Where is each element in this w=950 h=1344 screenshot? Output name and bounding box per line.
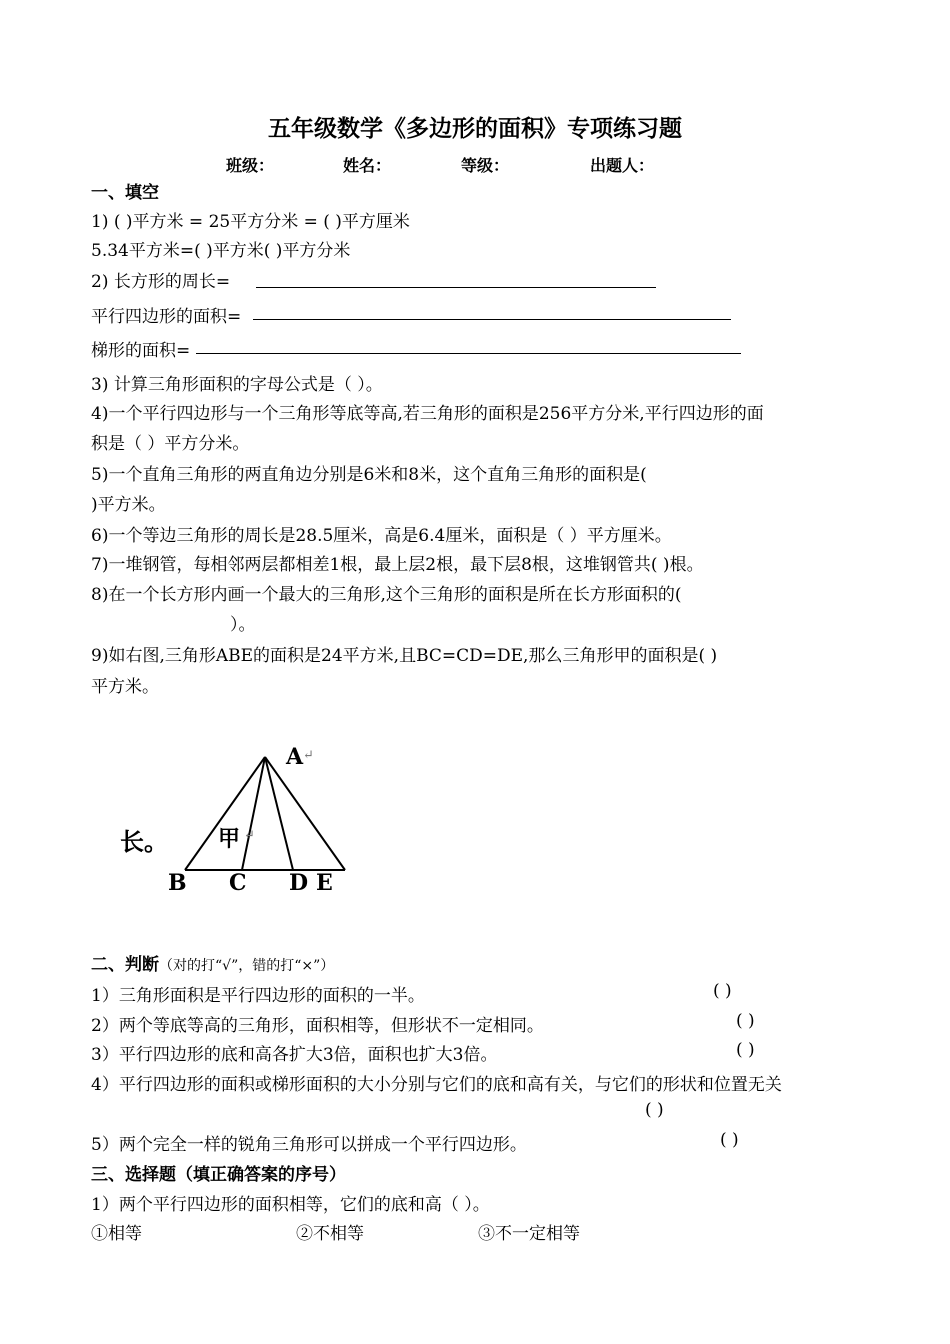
q9-line2: 平方米。 xyxy=(91,677,159,697)
q8-line2: ）。 xyxy=(230,615,256,635)
edge-ae xyxy=(265,757,345,870)
edge-ad xyxy=(265,757,293,870)
judge-q4: 4）平行四边形的面积或梯形面积的大小分别与它们的底和高有关，与它们的形状和位置无关 xyxy=(91,1075,782,1095)
q4-line2: 积是（ ）平方分米。 xyxy=(91,434,250,454)
judge-q5: 5）两个完全一样的锐角三角形可以拼成一个平行四边形。 xyxy=(91,1135,527,1155)
choice-opt3: ③不一定相等 xyxy=(478,1224,580,1244)
choice-q1: 1）两个平行四边形的面积相等，它们的底和高（ ）。 xyxy=(91,1195,490,1215)
q2-trap-label: 梯形的面积= xyxy=(91,341,191,361)
answer-line xyxy=(256,287,656,288)
name-label: 姓名： xyxy=(343,156,392,175)
judge-q5-paren: ( ) xyxy=(720,1130,739,1150)
choice-opt1: ①相等 xyxy=(91,1224,142,1244)
section3-heading: 三、选择题（填正确答案的序号） xyxy=(91,1165,346,1185)
vertex-label-d: D xyxy=(289,870,309,896)
section1-heading: 一、填空 xyxy=(91,183,159,203)
return-mark-icon: ↵ xyxy=(244,828,255,843)
q8-line1: 8)在一个长方形内画一个最大的三角形,这个三角形的面积是所在长方形面积的( xyxy=(91,585,682,605)
answer-line xyxy=(196,353,741,354)
answer-line xyxy=(253,319,731,320)
q2-rect-label: 2) 长方形的周长= xyxy=(91,272,231,292)
vertex-label-a: A xyxy=(286,744,304,770)
page-title: 五年级数学《多边形的面积》专项练习题 xyxy=(268,115,682,142)
judge-q3: 3）平行四边形的底和高各扩大3倍，面积也扩大3倍。 xyxy=(91,1045,498,1065)
region-label-jia: 甲 xyxy=(218,826,241,852)
stray-text: 长。 xyxy=(120,827,168,856)
choice-opt2: ②不相等 xyxy=(296,1224,364,1244)
judge-q3-paren: ( ) xyxy=(736,1040,755,1060)
class-label: 班级： xyxy=(226,156,275,175)
q4-line1: 4)一个平行四边形与一个三角形等底等高,若三角形的面积是256平方分米,平行四边形的面 xyxy=(91,404,764,424)
judge-q2: 2）两个等底等高的三角形，面积相等，但形状不一定相同。 xyxy=(91,1016,544,1036)
q5-line1: 5)一个直角三角形的两直角边分别是6米和8米，这个直角三角形的面积是( xyxy=(91,465,647,485)
return-mark-icon: ↵ xyxy=(303,748,314,763)
vertex-label-c: C xyxy=(229,870,247,896)
vertex-label-e: E xyxy=(316,870,333,896)
judge-q1: 1）三角形面积是平行四边形的面积的一半。 xyxy=(91,986,425,1006)
q3: 3) 计算三角形面积的字母公式是（ ）。 xyxy=(91,375,383,395)
section2-heading xyxy=(91,950,334,975)
q9-line1: 9)如右图,三角形ABE的面积是24平方米,且BC=CD=DE,那么三角形甲的面积是( ) xyxy=(91,646,718,666)
grade-label: 等级： xyxy=(461,156,510,175)
q1-line2: 5.34平方米=( )平方米( )平方分米 xyxy=(91,241,351,261)
judge-q1-paren: ( ) xyxy=(713,981,732,1001)
judge-q4-paren: ( ) xyxy=(645,1100,664,1120)
section2-title: 二、判断 xyxy=(91,955,159,975)
q5-line2: )平方米。 xyxy=(91,495,166,515)
judge-q2-paren: ( ) xyxy=(736,1011,755,1031)
section2-note: （对的打“√”，错的打“×”） xyxy=(159,958,335,974)
q7: 7)一堆钢管，每相邻两层都相差1根，最上层2根，最下层8根，这堆钢管共( )根。 xyxy=(91,555,704,575)
q1-line1: 1) ( )平方米 = 25平方分米 = ( )平方厘米 xyxy=(91,212,410,232)
q6: 6)一个等边三角形的周长是28.5厘米，高是6.4厘米，面积是（ ）平方厘米。 xyxy=(91,526,672,546)
author-label: 出题人： xyxy=(590,156,655,175)
q2-para-label: 平行四边形的面积= xyxy=(91,307,242,327)
vertex-label-b: B xyxy=(168,870,187,896)
